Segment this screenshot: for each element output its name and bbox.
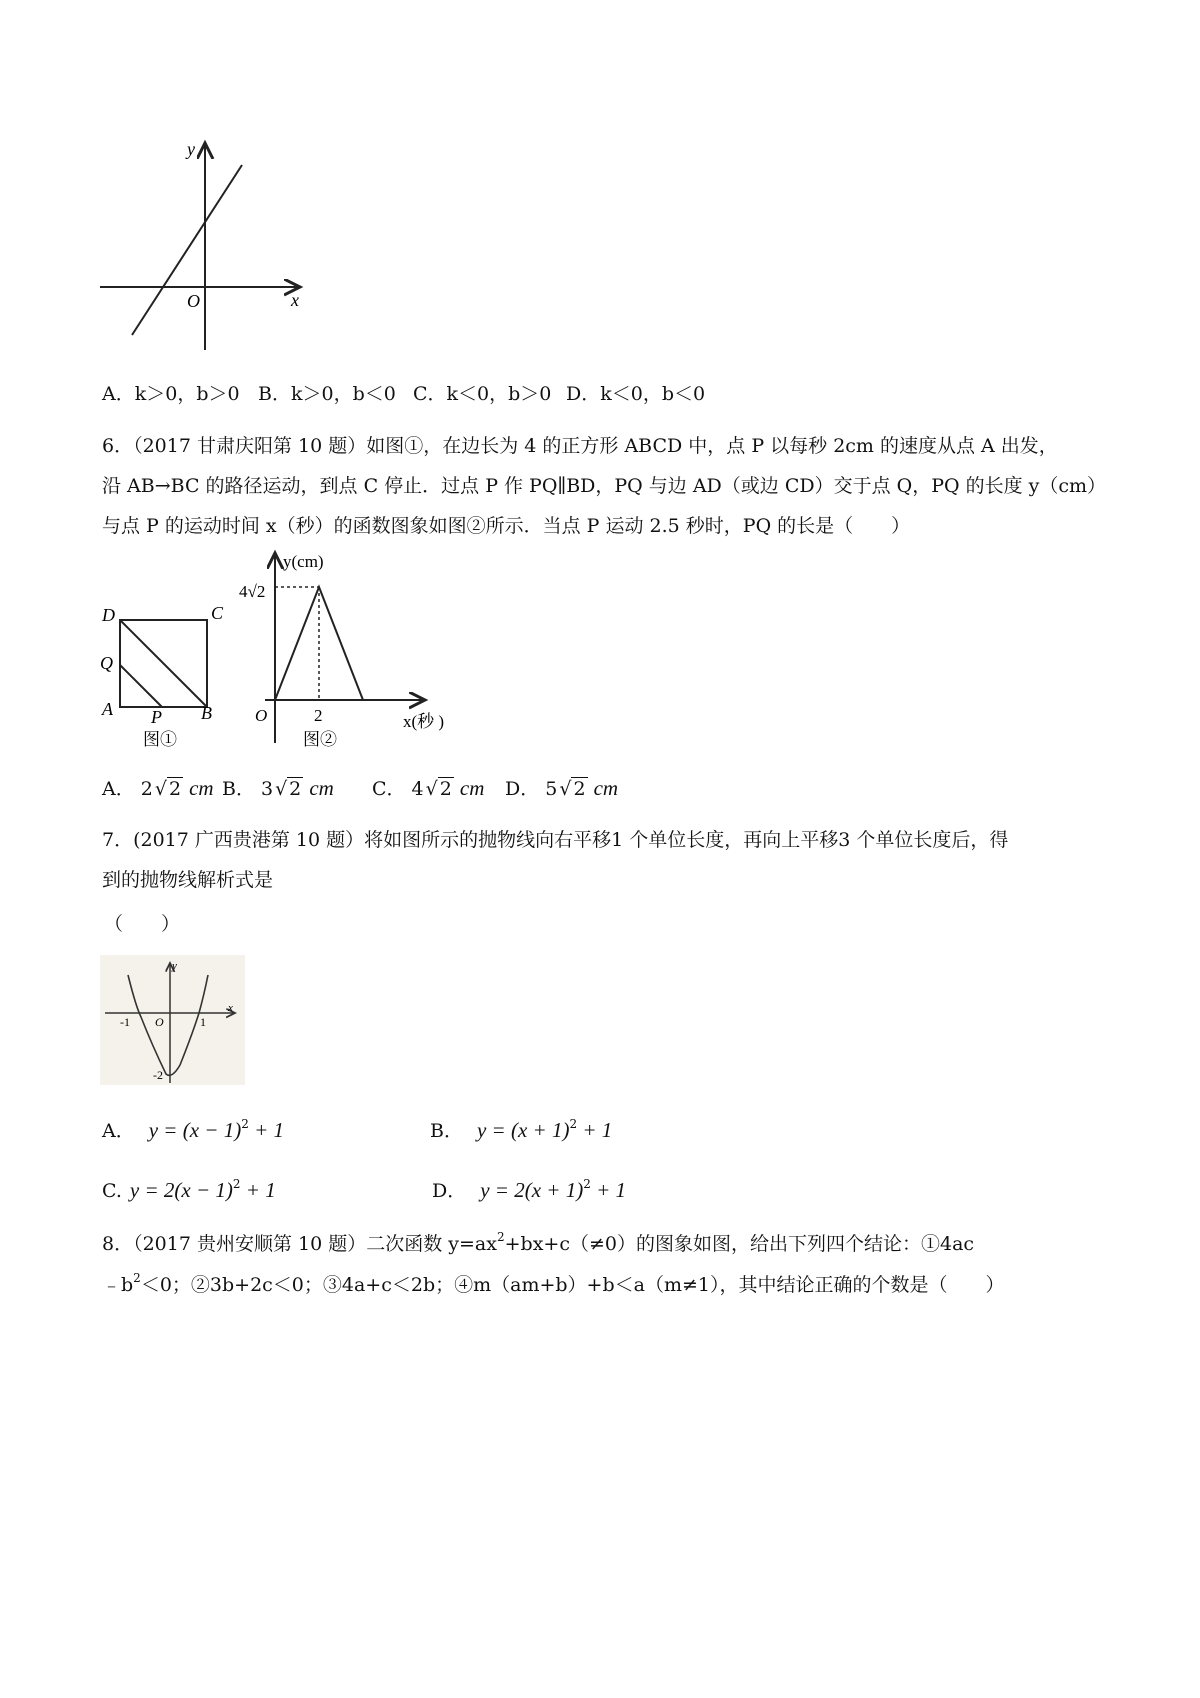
segment-pq xyxy=(120,665,162,707)
q6-option-d[interactable]: D． 5 √ 2 cm xyxy=(505,776,619,800)
label-d: D xyxy=(102,605,115,625)
triangle-graph xyxy=(235,545,475,755)
q6-text-line2: 沿 AB→BC 的路径运动，到点 C 停止．过点 P 作 PQ∥BD，PQ 与边 AD（或边 CD）交于点 Q，PQ 的长度 y（cm） xyxy=(102,475,1107,497)
q5-option-d[interactable]: D．k＜0，b＜0 xyxy=(566,383,706,405)
label-b: B xyxy=(201,703,212,723)
tick-neg1: -1 xyxy=(120,1015,130,1029)
q7-option-d[interactable]: D． $y = 2(x + 1)^2 + 1$ xyxy=(432,1177,627,1202)
q5-option-c[interactable]: C．k＜0，b＞0 xyxy=(413,383,552,405)
q6-text-line3: 与点 P 的运动时间 x（秒）的函数图象如图②所示．当点 P 运动 2.5 秒时，PQ 的长是（ ） xyxy=(102,515,911,537)
line-graph xyxy=(95,135,320,360)
q7-option-c[interactable]: C. $y = 2(x - 1)^2 + 1$ xyxy=(102,1177,276,1202)
tick-pos1: 1 xyxy=(200,1015,206,1029)
x-axis-label: x xyxy=(228,1002,233,1014)
q6-option-b[interactable]: B． 3 √ 2 cm xyxy=(222,776,334,800)
label-q: Q xyxy=(100,653,113,673)
q7-text-line1: 7．(2017 广西贵港第 10 题）将如图所示的抛物线向右平移1 个单位长度，再向上平移3 个单位长度后，得 xyxy=(102,829,1009,851)
diagonal-bd xyxy=(120,620,207,707)
square-figure xyxy=(95,595,235,755)
y-axis-label: y xyxy=(187,139,195,159)
q5-option-b[interactable]: B．k＞0，b＜0 xyxy=(258,383,396,405)
y-axis-label: y(cm) xyxy=(283,552,324,571)
q8-text-line1: 8．（2017 贵州安顺第 10 题）二次函数 $y=ax^2+bx+c(\ne 0)$的图象如图，给出下列四个结论：①4ac xyxy=(102,1230,975,1255)
label-a: A xyxy=(102,699,113,719)
q6-option-a[interactable]: A． 2 √ 2 cm xyxy=(102,776,214,800)
origin-label: O xyxy=(155,1015,164,1029)
q6-option-c[interactable]: C． 4 √ 2 cm xyxy=(372,776,485,800)
caption-fig1: 图① xyxy=(143,730,177,749)
q7-option-b[interactable]: B． $y = (x + 1)^2 + 1$ xyxy=(430,1117,613,1142)
q6-text-line1: 6．（2017 甘肃庆阳第 10 题）如图①，在边长为 4 的正方形 ABCD 中，点 P 以每秒 2cm 的速度从点 A 出发， xyxy=(102,435,1058,457)
tick-neg2: -2 xyxy=(153,1068,163,1082)
q5-option-a[interactable]: A．k＞0，b＞0 xyxy=(102,383,240,405)
caption-fig2: 图② xyxy=(303,730,337,749)
x-axis-label: x(秒 ) xyxy=(403,712,445,731)
label-c: C xyxy=(211,603,224,623)
peak-label: 4√2 xyxy=(239,582,266,601)
q7-option-a[interactable]: A． $y = (x - 1)^2 + 1$ xyxy=(102,1117,285,1142)
label-p: P xyxy=(151,707,162,727)
origin-label: O xyxy=(187,291,200,311)
q7-paren: （ ） xyxy=(104,913,181,935)
x-axis-label: x xyxy=(291,290,299,310)
q7-text-line2: 到的抛物线解析式是 xyxy=(102,869,274,891)
parabola-graph xyxy=(100,955,245,1085)
x-tick-2: 2 xyxy=(314,706,323,725)
origin-label: O xyxy=(255,706,268,725)
y-axis-label: y xyxy=(172,960,177,972)
q8-text-line2: $﹣b^2<0$；②3b+2c＜0；③4a+c＜2b；④m（am+b）+b＜a（m≠1），其中结论正确的个数是（ ） xyxy=(102,1271,1005,1296)
